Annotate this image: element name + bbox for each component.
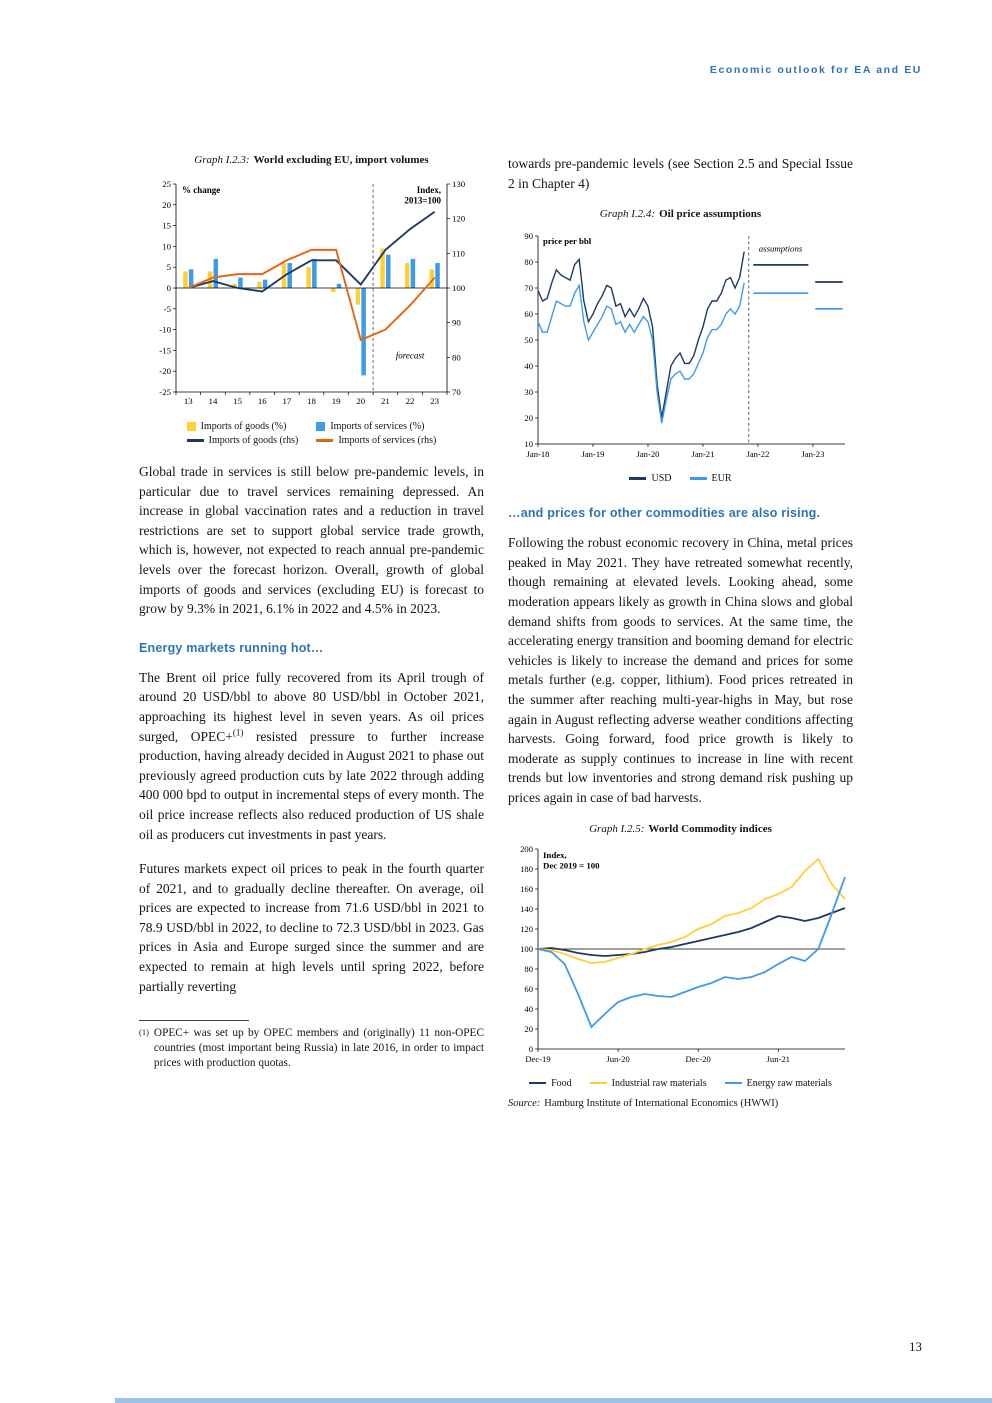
svg-text:23: 23: [430, 396, 440, 406]
paragraph-futures-markets: Futures markets expect oil prices to peak in the fourth quarter of 2021, and to gradually decline thereafter. On average, oil prices are expected to increase from 71.6 USD/bbl in 2021 to 78.9 USD/bbl in 2022, to decline to 72.3 USD/bbl in 2023. Gas prices in Asia and Europe surged since the summer and are expected to remain at high levels until spring 2022, before partially reverting: [139, 861, 484, 994]
svg-text:-25: -25: [159, 387, 171, 397]
svg-text:80: 80: [524, 257, 533, 268]
paragraph-continuation: towards pre-pandemic levels (see Section 2.5 and Special Issue 2 in Chapter 4): [508, 156, 853, 191]
svg-text:Index,: Index,: [543, 849, 567, 860]
legend-item: [316, 435, 436, 446]
svg-text:-10: -10: [159, 324, 171, 335]
legend-item: [187, 421, 299, 432]
svg-text:160: 160: [520, 883, 533, 894]
chart-title-text: Oil price assumptions: [659, 208, 762, 221]
footer-rule: [115, 1398, 992, 1403]
svg-text:100: 100: [452, 283, 466, 293]
legend-label: Energy raw materials: [746, 1077, 832, 1089]
svg-text:50: 50: [524, 335, 533, 346]
legend-swatch: [316, 422, 325, 431]
svg-text:5: 5: [166, 262, 171, 273]
legend-label: Imports of goods (%): [200, 421, 287, 432]
svg-text:Jan-22: Jan-22: [746, 449, 770, 460]
svg-text:19: 19: [331, 396, 341, 406]
svg-text:10: 10: [524, 439, 533, 450]
legend-swatch: [690, 477, 707, 480]
svg-text:10: 10: [162, 241, 171, 252]
chart-title-prefix: Graph I.2.4:: [599, 208, 656, 221]
svg-text:-20: -20: [159, 366, 171, 377]
svg-text:forecast: forecast: [395, 350, 425, 361]
svg-text:20: 20: [162, 199, 171, 210]
svg-text:Jan-18: Jan-18: [526, 449, 550, 460]
legend-item: [187, 435, 299, 446]
svg-text:25: 25: [162, 179, 171, 189]
heading-energy-markets: Energy markets running hot…: [139, 640, 324, 655]
legend-item: [725, 1078, 832, 1089]
svg-text:110: 110: [452, 248, 465, 259]
legend-label: Imports of services (rhs): [338, 435, 437, 446]
paragraph-china-commodities: Following the robust economic recovery in China, metal prices peaked in May 2021. They have retreated somewhat recently, though remaining at elevated levels. Looking ahead, some moderation appears likely as growth in China slows and global demand shifts from goods to services. At the same time, the accelerating energy transition and booming demand for electric vehicles is likely to increase the demand and prices for some metals further (e.g. copper, lithium). Food prices retreated in the summer after reaching multi-year-highs in May, but rose again in August reflecting adverse weather conditions affecting harvests. Going forward, food price growth is likely to moderate as supply continues to increase in line with recent trends but low inventories and strong demand risk pushing up prices again in case of bad harvests.: [508, 535, 853, 805]
svg-text:Jan-23: Jan-23: [801, 449, 825, 460]
svg-text:200: 200: [520, 843, 533, 854]
svg-text:0: 0: [528, 1043, 533, 1054]
legend-swatch: [629, 477, 646, 480]
svg-text:30: 30: [524, 387, 533, 398]
heading-other-commodities: …and prices for other commodities are also rising.: [508, 506, 821, 521]
svg-text:2013=100: 2013=100: [404, 195, 441, 206]
svg-text:Dec-19: Dec-19: [525, 1053, 551, 1064]
legend-swatch: [529, 1082, 546, 1085]
commodities-chart-legend: [508, 1078, 853, 1089]
svg-text:130: 130: [452, 179, 466, 189]
svg-text:13: 13: [183, 396, 193, 406]
svg-text:Jan-21: Jan-21: [691, 449, 715, 460]
svg-text:22: 22: [405, 396, 415, 406]
legend-label: Industrial raw materials: [611, 1077, 707, 1089]
svg-text:15: 15: [162, 220, 171, 231]
legend-item: [529, 1078, 572, 1089]
svg-text:70: 70: [524, 283, 533, 294]
svg-text:140: 140: [520, 903, 533, 914]
chart-title-text: World excluding EU, import volumes: [253, 154, 429, 166]
svg-text:-15: -15: [159, 345, 171, 356]
svg-text:18: 18: [307, 396, 316, 406]
legend-item: [690, 473, 732, 484]
legend-swatch: [725, 1082, 742, 1085]
left-column: [139, 154, 484, 1125]
svg-text:price per bbl: price per bbl: [543, 236, 592, 247]
footnote-text: OPEC+ was set up by OPEC members and (originally) 11 non-OPEC countries (most important being Russia) in late 2016, in order to impact prices with production quotas.: [153, 1027, 484, 1069]
svg-text:120: 120: [452, 213, 466, 224]
imports-chart-title: [139, 154, 484, 166]
paragraph-text: The Brent oil price fully recovered from its April trough of around 20 USD/bbl to above 80 USD/bbl in October 2021, approaching its highest level in seven years. As oil prices surged, OPEC+: [139, 669, 484, 744]
svg-text:Dec 2019 = 100: Dec 2019 = 100: [543, 860, 600, 870]
svg-text:60: 60: [524, 309, 533, 320]
legend-label: Food: [551, 1077, 572, 1089]
svg-text:Jan-20: Jan-20: [636, 449, 660, 460]
source-label: Source:: [508, 1097, 541, 1109]
svg-text:20: 20: [524, 413, 533, 424]
source-text: Hamburg Institute of International Economics (HWWI): [544, 1097, 779, 1109]
commodities-chart-title: [508, 823, 853, 835]
svg-text:assumptions: assumptions: [758, 243, 803, 254]
chart-title-text: World Commodity indices: [648, 822, 772, 835]
oil-chart-title: [508, 208, 853, 220]
svg-text:80: 80: [452, 352, 461, 363]
page-header: Economic outlook for EA and EU: [709, 64, 922, 76]
legend-label: Imports of services (%): [330, 421, 425, 432]
svg-text:% change: % change: [182, 185, 221, 195]
legend-label: EUR: [711, 473, 732, 485]
imports-chart-legend: [139, 421, 484, 446]
svg-text:16: 16: [257, 396, 267, 406]
svg-text:60: 60: [524, 983, 533, 994]
chart-source: [508, 1098, 853, 1109]
svg-text:40: 40: [524, 361, 533, 372]
oil-chart-svg: [508, 222, 853, 472]
legend-swatch: [187, 422, 196, 431]
svg-text:80: 80: [524, 963, 533, 974]
legend-item: [629, 473, 671, 484]
footnote-ref: (1): [232, 727, 244, 738]
footnote: [139, 1020, 484, 1070]
svg-text:180: 180: [520, 863, 533, 874]
svg-text:15: 15: [233, 396, 242, 406]
oil-chart-legend: [508, 473, 853, 484]
svg-text:Jun-21: Jun-21: [766, 1053, 790, 1064]
legend-label: USD: [651, 473, 672, 485]
imports-chart-figure: [139, 154, 484, 446]
footnote-marker: (1): [139, 1027, 149, 1038]
right-column: [508, 154, 853, 1125]
legend-swatch: [187, 439, 204, 442]
legend-swatch: [316, 439, 333, 442]
legend-label: Imports of goods (rhs): [208, 435, 299, 446]
legend-item: [590, 1078, 707, 1089]
svg-text:17: 17: [282, 396, 292, 406]
svg-text:20: 20: [356, 396, 366, 406]
footnote-rule: [139, 1020, 249, 1021]
svg-text:90: 90: [452, 317, 461, 328]
legend-item: [316, 421, 436, 432]
chart-title-prefix: Graph I.2.3:: [194, 154, 250, 166]
svg-text:-5: -5: [163, 303, 171, 314]
legend-swatch: [590, 1082, 607, 1085]
commodities-chart-svg: [508, 837, 853, 1077]
commodities-chart-figure: [508, 823, 853, 1109]
svg-text:Jan-19: Jan-19: [581, 449, 605, 460]
paragraph-brent-oil: [139, 668, 484, 844]
svg-text:0: 0: [166, 283, 171, 293]
svg-text:21: 21: [381, 396, 390, 406]
svg-text:14: 14: [208, 396, 218, 406]
paragraph-global-trade: Global trade in services is still below pre-pandemic levels, in particular due to travel services remaining depressed. An increase in global vaccination rates and a reduction in travel restrictions are set to support global service trade growth, which is, however, not expected to reach annual pre-pandemic levels over the forecast horizon. Overall, growth of global imports of goods and services (excluding EU) is forecast to grow by 9.3% in 2021, 6.1% in 2022 and 4.5% in 2023.: [139, 464, 484, 617]
chart-title-prefix: Graph I.2.5:: [589, 822, 645, 835]
imports-chart-svg: [139, 168, 484, 420]
svg-text:120: 120: [520, 923, 533, 934]
svg-text:70: 70: [452, 387, 461, 397]
svg-text:20: 20: [524, 1023, 533, 1034]
svg-text:Index,: Index,: [416, 185, 441, 195]
svg-text:Dec-20: Dec-20: [685, 1053, 711, 1064]
svg-text:Jun-20: Jun-20: [606, 1053, 630, 1064]
svg-text:90: 90: [524, 231, 533, 242]
page-number: 13: [909, 1339, 922, 1354]
oil-chart-figure: [508, 208, 853, 484]
svg-text:100: 100: [520, 943, 533, 954]
svg-text:40: 40: [524, 1003, 533, 1014]
content-columns: [139, 154, 853, 1125]
paragraph-text: resisted pressure to further increase production, having already decided in August 2021 to phase out previously agreed production cuts by late 2022 through adding 400 000 bpd to output in incremental steps of every month. The oil price increase reflects also reduced production of US shale oil as producers cut investments in past years.: [139, 728, 484, 842]
